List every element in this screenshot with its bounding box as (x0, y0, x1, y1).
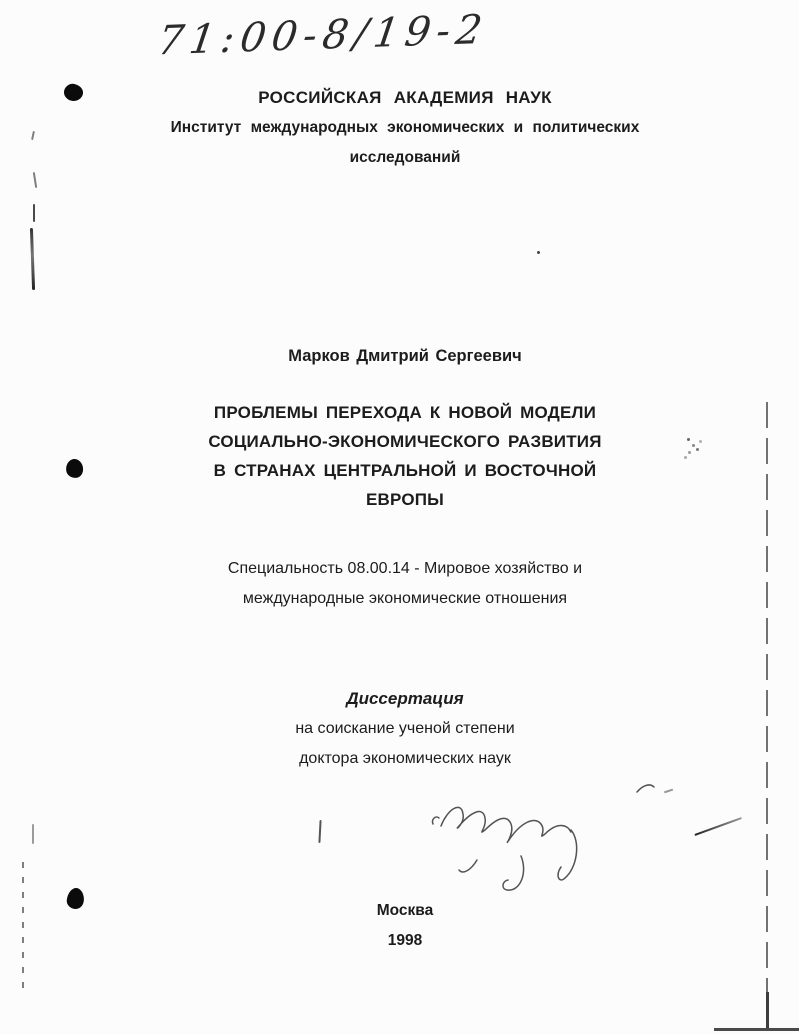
thesis-statement (12, 684, 798, 774)
handwritten-catalog-number: 71:00-8/19-2 (154, 6, 491, 65)
specialty-line: Специальность 08.00.14 - Мировое хозяйство и (227, 560, 583, 577)
pen-mark-dash (694, 817, 742, 836)
thesis-line: доктора экономических наук (299, 750, 511, 767)
pen-mark-small (318, 820, 321, 843)
title-line: ПРОБЛЕМЫ ПЕРЕХОДА К НОВОЙ МОДЕЛИ (213, 403, 597, 422)
scan-dot-artifact (537, 251, 540, 254)
handwritten-signature (425, 772, 685, 897)
scan-scratch-artifact (32, 824, 34, 844)
header (12, 83, 798, 173)
dissertation-title (12, 398, 798, 514)
title-line: ЕВРОПЫ (365, 490, 444, 509)
institute-name-line2: исследований (349, 149, 461, 166)
scan-edge-line-bottom (714, 1028, 799, 1031)
specialty-line: международные экономические отношения (242, 590, 568, 607)
scan-edge-line-right-bottom (766, 992, 769, 1030)
imprint-city: Москва (376, 902, 434, 919)
scan-scratch-artifact (30, 228, 35, 290)
scan-scratch-artifact (33, 172, 37, 188)
thesis-heading: Диссертация (346, 689, 464, 708)
scan-scratch-artifact (33, 204, 35, 222)
title-line: СОЦИАЛЬНО-ЭКОНОМИЧЕСКОГО РАЗВИТИЯ (208, 432, 602, 451)
thesis-line: на соискание ученой степени (295, 720, 515, 737)
academy-name: РОССИЙСКАЯ АКАДЕМИЯ НАУК (258, 88, 552, 107)
author-name: Марков Дмитрий Сергеевич (288, 347, 522, 365)
institute-name-line1: Институт международных экономических и политических (170, 119, 640, 136)
imprint-year: 1998 (387, 932, 423, 949)
title-line: В СТРАНАХ ЦЕНТРАЛЬНОЙ И ВОСТОЧНОЙ (213, 461, 597, 480)
specialty (12, 554, 798, 614)
imprint (12, 896, 798, 956)
